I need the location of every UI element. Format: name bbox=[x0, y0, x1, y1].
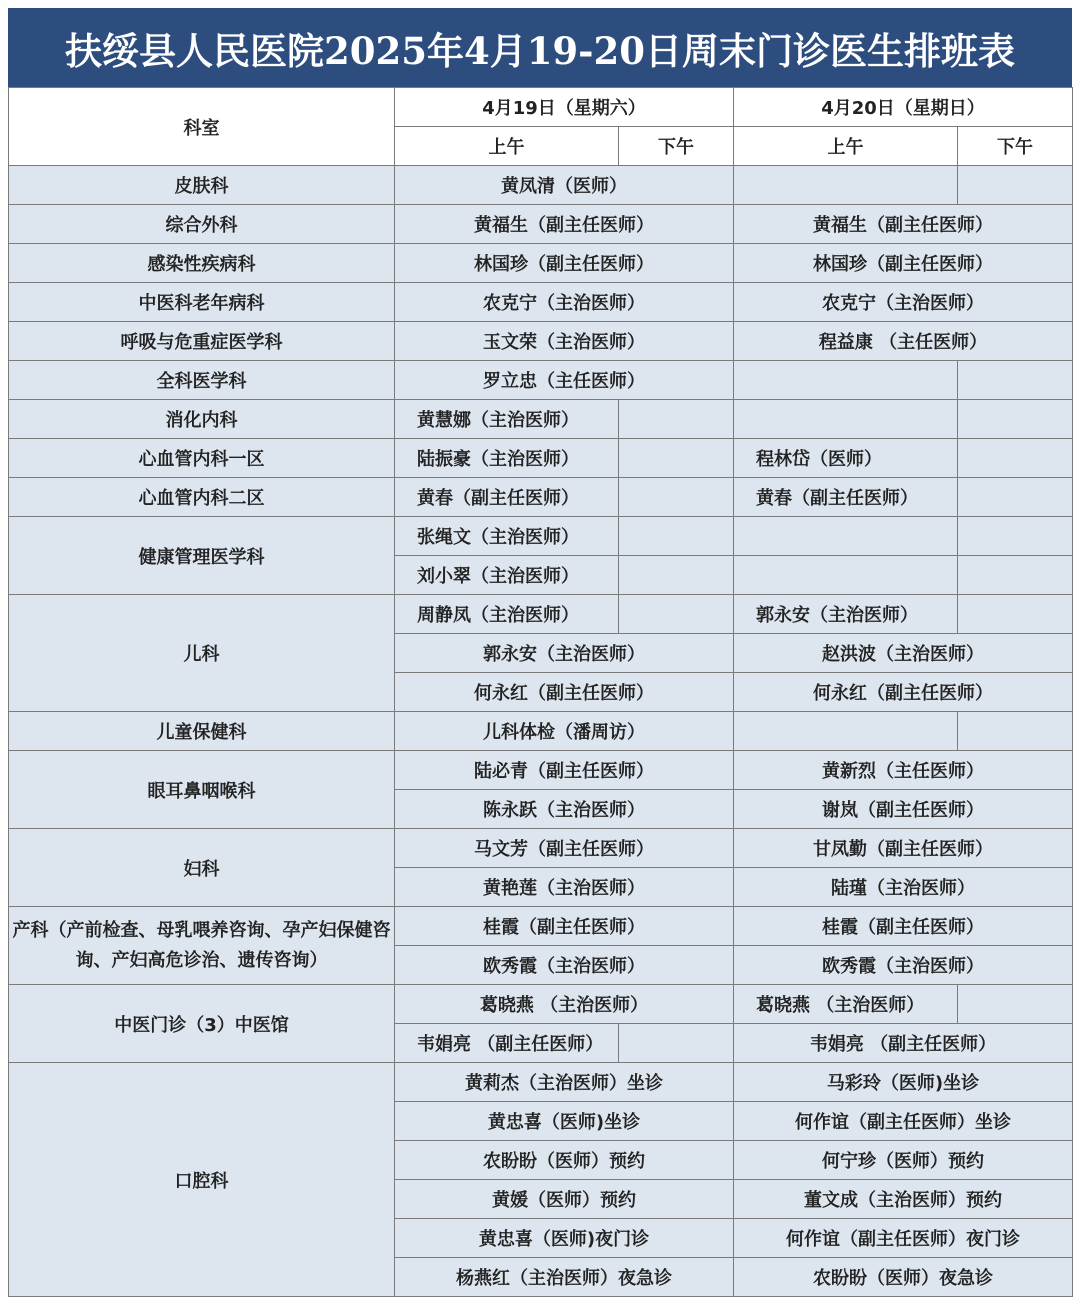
empty-cell bbox=[734, 400, 958, 439]
schedule-cell: 欧秀霞（主治医师） bbox=[395, 946, 734, 985]
schedule-cell: 韦娟亮 （副主任医师） bbox=[734, 1024, 1073, 1063]
dept-cell: 妇科 bbox=[9, 829, 395, 907]
dept-cell: 皮肤科 bbox=[9, 166, 395, 205]
dept-cell: 综合外科 bbox=[9, 205, 395, 244]
dept-cell: 儿童保健科 bbox=[9, 712, 395, 751]
schedule-cell: 林国珍（副主任医师） bbox=[395, 244, 734, 283]
empty-cell bbox=[958, 478, 1073, 517]
header-am: 上午 bbox=[734, 127, 958, 166]
dept-cell: 眼耳鼻咽喉科 bbox=[9, 751, 395, 829]
schedule-cell: 陆瑾（主治医师） bbox=[734, 868, 1073, 907]
schedule-cell: 欧秀霞（主治医师） bbox=[734, 946, 1073, 985]
schedule-cell: 黄艳莲（主治医师） bbox=[395, 868, 734, 907]
schedule-cell: 桂霞（副主任医师） bbox=[734, 907, 1073, 946]
table-row bbox=[9, 517, 1073, 556]
empty-cell bbox=[958, 712, 1073, 751]
table-row bbox=[9, 166, 1073, 205]
empty-cell bbox=[958, 517, 1073, 556]
empty-cell bbox=[619, 556, 734, 595]
table-row bbox=[9, 400, 1073, 439]
table-row bbox=[9, 1063, 1073, 1102]
schedule-cell: 黄莉杰（主治医师）坐诊 bbox=[395, 1063, 734, 1102]
schedule-cell: 何作谊（副主任医师）夜门诊 bbox=[734, 1219, 1073, 1258]
schedule-cell: 黄慧娜（主治医师） bbox=[395, 400, 619, 439]
dept-cell: 中医科老年病科 bbox=[9, 283, 395, 322]
schedule-cell: 韦娟亮 （副主任医师） bbox=[395, 1024, 619, 1063]
empty-cell bbox=[958, 439, 1073, 478]
schedule-cell: 程益康 （主任医师） bbox=[734, 322, 1073, 361]
schedule-cell: 何作谊（副主任医师）坐诊 bbox=[734, 1102, 1073, 1141]
schedule-cell: 农克宁（主治医师） bbox=[734, 283, 1073, 322]
schedule-cell: 葛晓燕 （主治医师） bbox=[395, 985, 734, 1024]
schedule-cell: 黄凤清（医师） bbox=[395, 166, 734, 205]
empty-cell bbox=[958, 400, 1073, 439]
empty-cell bbox=[734, 556, 958, 595]
dept-cell: 中医门诊（3）中医馆 bbox=[9, 985, 395, 1063]
table-row bbox=[9, 439, 1073, 478]
schedule-cell: 何永红（副主任医师） bbox=[395, 673, 734, 712]
schedule-cell: 谢岚（副主任医师） bbox=[734, 790, 1073, 829]
schedule-cell: 周静凤（主治医师） bbox=[395, 595, 619, 634]
schedule-cell: 罗立忠（主任医师） bbox=[395, 361, 734, 400]
header-row bbox=[9, 88, 1073, 127]
schedule-cell: 赵洪波（主治医师） bbox=[734, 634, 1073, 673]
table-row bbox=[9, 985, 1073, 1024]
schedule-cell: 黄忠喜（医师)坐诊 bbox=[395, 1102, 734, 1141]
dept-cell: 产科（产前检查、母乳喂养咨询、孕产妇保健咨询、产妇高危诊治、遗传咨询） bbox=[9, 907, 395, 985]
table-row bbox=[9, 244, 1073, 283]
empty-cell bbox=[619, 595, 734, 634]
schedule-cell: 黄春（副主任医师） bbox=[395, 478, 619, 517]
schedule-cell: 马彩玲（医师)坐诊 bbox=[734, 1063, 1073, 1102]
table-row bbox=[9, 361, 1073, 400]
empty-cell bbox=[734, 517, 958, 556]
dept-cell: 儿科 bbox=[9, 595, 395, 712]
header-am: 上午 bbox=[395, 127, 619, 166]
empty-cell bbox=[958, 985, 1073, 1024]
schedule-cell: 甘凤勤（副主任医师） bbox=[734, 829, 1073, 868]
schedule-cell: 郭永安（主治医师） bbox=[395, 634, 734, 673]
schedule-cell: 董文成（主治医师）预约 bbox=[734, 1180, 1073, 1219]
schedule-cell: 黄媛（医师）预约 bbox=[395, 1180, 734, 1219]
table-row bbox=[9, 907, 1073, 946]
schedule-cell: 程林岱（医师） bbox=[734, 439, 958, 478]
schedule-cell: 黄福生（副主任医师） bbox=[734, 205, 1073, 244]
header-pm: 下午 bbox=[619, 127, 734, 166]
dept-cell: 呼吸与危重症医学科 bbox=[9, 322, 395, 361]
empty-cell bbox=[734, 712, 958, 751]
schedule-cell: 玉文荣（主治医师） bbox=[395, 322, 734, 361]
page-title: 扶绥县人民医院2025年4月19-20日周末门诊医生排班表 bbox=[64, 28, 1016, 73]
dept-cell: 健康管理医学科 bbox=[9, 517, 395, 595]
schedule-cell: 农克宁（主治医师） bbox=[395, 283, 734, 322]
schedule-cell: 陈永跃（主治医师） bbox=[395, 790, 734, 829]
dept-cell: 消化内科 bbox=[9, 400, 395, 439]
table-row bbox=[9, 595, 1073, 634]
schedule-cell: 农盼盼（医师）预约 bbox=[395, 1141, 734, 1180]
schedule-cell: 杨燕红（主治医师）夜急诊 bbox=[395, 1258, 734, 1297]
schedule-cell: 陆必青（副主任医师） bbox=[395, 751, 734, 790]
empty-cell bbox=[958, 361, 1073, 400]
header-day2: 4月20日（星期日） bbox=[734, 88, 1073, 127]
table-row bbox=[9, 712, 1073, 751]
schedule-table bbox=[8, 87, 1073, 1297]
empty-cell bbox=[619, 400, 734, 439]
empty-cell bbox=[619, 517, 734, 556]
schedule-cell: 桂霞（副主任医师） bbox=[395, 907, 734, 946]
header-pm: 下午 bbox=[958, 127, 1073, 166]
schedule-cell: 陆振豪（主治医师） bbox=[395, 439, 619, 478]
empty-cell bbox=[619, 1024, 734, 1063]
schedule-cell: 黄新烈（主任医师） bbox=[734, 751, 1073, 790]
empty-cell bbox=[734, 166, 958, 205]
schedule-cell: 儿科体检（潘周访） bbox=[395, 712, 734, 751]
dept-cell: 感染性疾病科 bbox=[9, 244, 395, 283]
empty-cell bbox=[958, 556, 1073, 595]
dept-cell: 心血管内科一区 bbox=[9, 439, 395, 478]
schedule-cell: 郭永安（主治医师） bbox=[734, 595, 958, 634]
schedule-cell: 黄福生（副主任医师） bbox=[395, 205, 734, 244]
schedule-cell: 何永红（副主任医师） bbox=[734, 673, 1073, 712]
schedule-cell: 黄忠喜（医师)夜门诊 bbox=[395, 1219, 734, 1258]
title-bar bbox=[8, 8, 1072, 87]
dept-cell: 全科医学科 bbox=[9, 361, 395, 400]
schedule-cell: 刘小翠（主治医师） bbox=[395, 556, 619, 595]
schedule-cell: 农盼盼（医师）夜急诊 bbox=[734, 1258, 1073, 1297]
table-row bbox=[9, 205, 1073, 244]
schedule-cell: 马文芳（副主任医师） bbox=[395, 829, 734, 868]
table-row bbox=[9, 478, 1073, 517]
empty-cell bbox=[958, 166, 1073, 205]
empty-cell bbox=[734, 361, 958, 400]
schedule-cell: 张绳文（主治医师） bbox=[395, 517, 619, 556]
table-row bbox=[9, 751, 1073, 790]
schedule-cell: 黄春（副主任医师） bbox=[734, 478, 958, 517]
schedule-cell: 葛晓燕 （主治医师） bbox=[734, 985, 958, 1024]
table-row bbox=[9, 829, 1073, 868]
header-day1: 4月19日（星期六） bbox=[395, 88, 734, 127]
table-row bbox=[9, 322, 1073, 361]
empty-cell bbox=[619, 439, 734, 478]
dept-cell: 心血管内科二区 bbox=[9, 478, 395, 517]
table-row bbox=[9, 283, 1073, 322]
schedule-cell: 林国珍（副主任医师） bbox=[734, 244, 1073, 283]
schedule-cell: 何宁珍（医师）预约 bbox=[734, 1141, 1073, 1180]
dept-cell: 口腔科 bbox=[9, 1063, 395, 1297]
header-dept: 科室 bbox=[9, 88, 395, 166]
empty-cell bbox=[958, 595, 1073, 634]
empty-cell bbox=[619, 478, 734, 517]
